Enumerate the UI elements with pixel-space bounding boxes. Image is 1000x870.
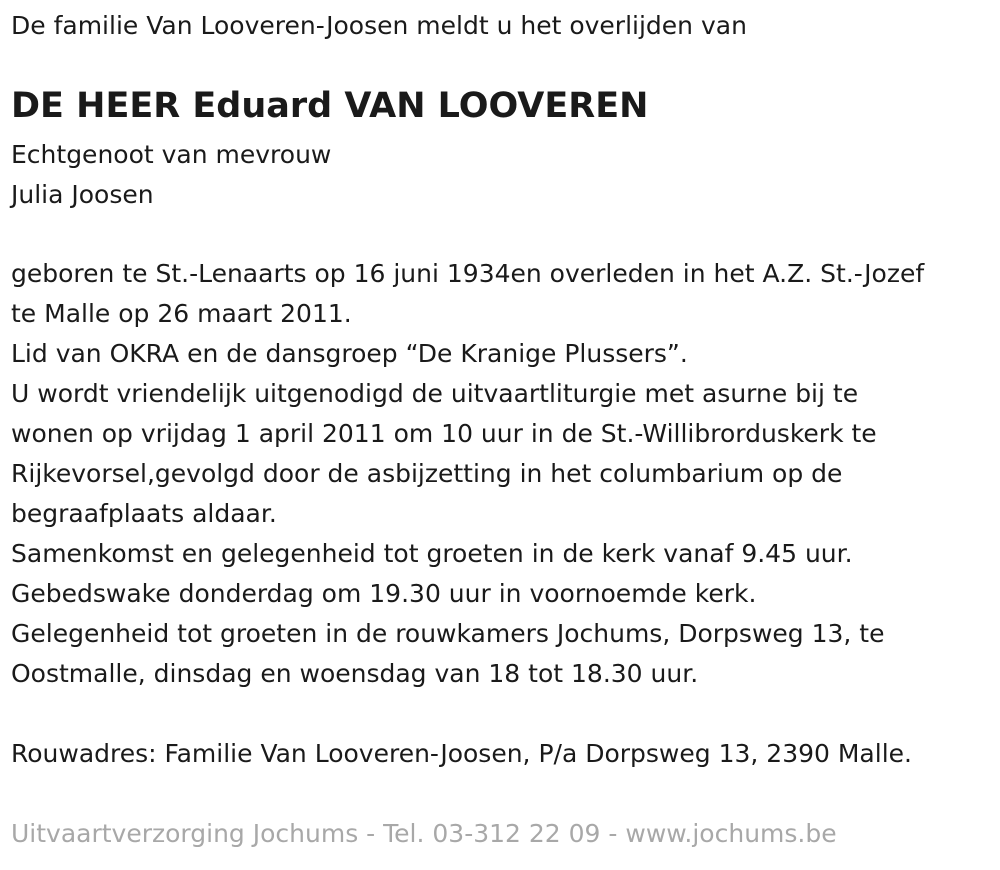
body-line: wonen op vrijdag 1 april 2011 om 10 uur in de St.-Willibrorduskerk te — [11, 419, 877, 448]
deceased-name: DE HEER Eduard VAN LOOVEREN — [11, 86, 649, 126]
spouse-line: Julia Joosen — [11, 180, 154, 209]
body-line: Lid van OKRA en de dansgroep “De Kranige Plussers”. — [11, 339, 688, 368]
spouse-line: Echtgenoot van mevrouw — [11, 140, 332, 169]
mourning-address: Rouwadres: Familie Van Looveren-Joosen, P/a Dorpsweg 13, 2390 Malle. — [11, 739, 912, 768]
funeral-home-footer: Uitvaartverzorging Jochums - Tel. 03-312 22 09 - www.jochums.be — [11, 819, 837, 848]
body-line: U wordt vriendelijk uitgenodigd de uitvaartliturgie met asurne bij te — [11, 379, 859, 408]
spouse-block — [11, 135, 331, 215]
body-line: Gebedswake donderdag om 19.30 uur in voornoemde kerk. — [11, 579, 757, 608]
body-line: geboren te St.-Lenaarts op 16 juni 1934en overleden in het A.Z. St.-Jozef — [11, 259, 925, 288]
intro-line: De familie Van Looveren-Joosen meldt u het overlijden van — [11, 11, 747, 40]
body-line: Rijkevorsel,gevolgd door de asbijzetting in het columbarium op de — [11, 459, 843, 488]
body-line: Gelegenheid tot groeten in de rouwkamers Jochums, Dorpsweg 13, te — [11, 619, 885, 648]
body-line: Oostmalle, dinsdag en woensdag van 18 tot 18.30 uur. — [11, 659, 699, 688]
notice-body — [11, 254, 924, 694]
body-line: Samenkomst en gelegenheid tot groeten in de kerk vanaf 9.45 uur. — [11, 539, 853, 568]
body-line: te Malle op 26 maart 2011. — [11, 299, 352, 328]
body-line: begraafplaats aldaar. — [11, 499, 277, 528]
